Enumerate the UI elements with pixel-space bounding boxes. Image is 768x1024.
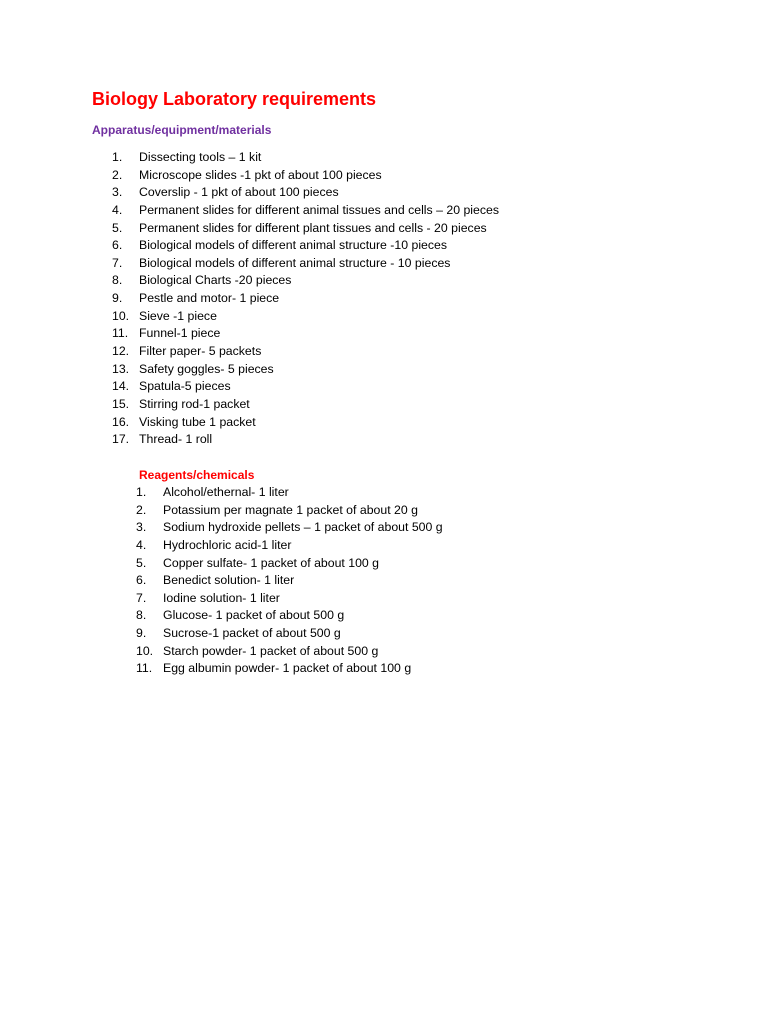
- reagent-item-text: Egg albumin powder- 1 packet of about 100 g: [163, 661, 412, 676]
- apparatus-item-number: 10.: [112, 308, 130, 323]
- apparatus-item-text: Filter paper- 5 packets: [139, 344, 262, 359]
- apparatus-item-text: Biological models of different animal structure -10 pieces: [139, 238, 448, 253]
- document-title: Biology Laboratory requirements: [92, 89, 377, 109]
- reagent-item-text: Potassium per magnate 1 packet of about 20 g: [163, 502, 418, 517]
- reagent-list-item: [136, 590, 443, 608]
- reagent-item-text: Glucose- 1 packet of about 500 g: [163, 608, 345, 623]
- reagent-list-item: [136, 643, 443, 661]
- reagent-item-text: Sucrose-1 packet of about 500 g: [163, 626, 341, 641]
- apparatus-list-item: [112, 202, 499, 220]
- apparatus-item-number: 16.: [112, 414, 130, 429]
- apparatus-list-item: [112, 378, 499, 396]
- reagent-item-number: 9.: [136, 626, 147, 641]
- apparatus-item-number: 8.: [112, 273, 123, 288]
- reagent-item-number: 7.: [136, 590, 147, 605]
- apparatus-item-number: 12.: [112, 344, 130, 359]
- apparatus-list-item: [112, 308, 499, 326]
- reagent-item-number: 2.: [136, 502, 147, 517]
- apparatus-list-item: [112, 361, 499, 379]
- reagent-item-text: Benedict solution- 1 liter: [163, 573, 295, 588]
- apparatus-list-item: [112, 414, 499, 432]
- reagent-list-item: [136, 625, 443, 643]
- apparatus-list-item: [112, 255, 499, 273]
- apparatus-item-text: Pestle and motor- 1 piece: [139, 291, 280, 306]
- reagent-item-number: 8.: [136, 608, 147, 623]
- reagents-heading: Reagents/chemicals: [139, 468, 255, 482]
- apparatus-item-number: 13.: [112, 361, 130, 376]
- apparatus-item-text: Coverslip - 1 pkt of about 100 pieces: [139, 185, 339, 200]
- reagent-list-item: [136, 519, 443, 537]
- apparatus-item-text: Funnel-1 piece: [139, 326, 221, 341]
- reagent-item-number: 4.: [136, 537, 147, 552]
- apparatus-item-number: 15.: [112, 396, 130, 411]
- apparatus-item-number: 17.: [112, 432, 130, 447]
- apparatus-list-item: [112, 343, 499, 361]
- apparatus-item-number: 1.: [112, 150, 123, 164]
- apparatus-list-item: [112, 396, 499, 414]
- apparatus-item-text: Permanent slides for different animal tissues and cells – 20 pieces: [139, 202, 499, 217]
- apparatus-item-number: 6.: [112, 238, 123, 253]
- apparatus-list: [112, 149, 499, 449]
- apparatus-item-text: Dissecting tools – 1 kit: [139, 150, 262, 164]
- apparatus-list-item: [112, 220, 499, 238]
- reagent-item-number: 6.: [136, 573, 147, 588]
- apparatus-item-number: 11.: [112, 326, 129, 341]
- reagent-item-text: Alcohol/ethernal- 1 liter: [163, 485, 289, 499]
- apparatus-item-text: Biological models of different animal structure - 10 pieces: [139, 255, 451, 270]
- reagents-list: [136, 484, 443, 678]
- apparatus-item-text: Stirring rod-1 packet: [139, 396, 250, 411]
- apparatus-item-number: 9.: [112, 291, 123, 306]
- reagent-list-item: [136, 607, 443, 625]
- apparatus-item-number: 7.: [112, 255, 123, 270]
- apparatus-item-number: 3.: [112, 185, 123, 200]
- apparatus-list-item: [112, 290, 499, 308]
- apparatus-item-text: Sieve -1 piece: [139, 308, 217, 323]
- reagent-item-text: Hydrochloric acid-1 liter: [163, 537, 292, 552]
- reagent-item-text: Copper sulfate- 1 packet of about 100 g: [163, 555, 380, 570]
- reagent-list-item: [136, 555, 443, 573]
- apparatus-item-text: Safety goggles- 5 pieces: [139, 361, 274, 376]
- reagent-item-number: 10.: [136, 643, 154, 658]
- reagent-item-number: 3.: [136, 520, 147, 535]
- reagent-item-text: Starch powder- 1 packet of about 500 g: [163, 643, 379, 658]
- apparatus-list-item: [112, 149, 499, 167]
- reagent-list-item: [136, 572, 443, 590]
- apparatus-item-number: 14.: [112, 379, 130, 394]
- apparatus-item-text: Biological Charts -20 pieces: [139, 273, 292, 288]
- apparatus-list-item: [112, 431, 499, 449]
- apparatus-heading: Apparatus/equipment/materials: [92, 123, 272, 137]
- apparatus-list-item: [112, 325, 499, 343]
- apparatus-list-item: [112, 237, 499, 255]
- reagent-list-item: [136, 502, 443, 520]
- apparatus-list-item: [112, 167, 499, 185]
- apparatus-list-item: [112, 272, 499, 290]
- apparatus-item-number: 4.: [112, 202, 123, 217]
- apparatus-item-text: Permanent slides for different plant tissues and cells - 20 pieces: [139, 220, 487, 235]
- reagent-item-number: 1.: [136, 485, 147, 499]
- reagent-item-text: Sodium hydroxide pellets – 1 packet of about 500 g: [163, 520, 443, 535]
- apparatus-item-text: Thread- 1 roll: [139, 432, 213, 447]
- apparatus-item-number: 2.: [112, 167, 123, 182]
- reagent-item-text: Iodine solution- 1 liter: [163, 590, 280, 605]
- apparatus-item-text: Visking tube 1 packet: [139, 414, 256, 429]
- reagent-list-item: [136, 660, 443, 678]
- apparatus-item-number: 5.: [112, 220, 123, 235]
- apparatus-item-text: Microscope slides -1 pkt of about 100 pieces: [139, 167, 382, 182]
- apparatus-item-text: Spatula-5 pieces: [139, 379, 231, 394]
- reagent-item-number: 5.: [136, 555, 147, 570]
- apparatus-list-item: [112, 184, 499, 202]
- reagent-item-number: 11.: [136, 661, 153, 676]
- reagent-list-item: [136, 537, 443, 555]
- reagent-list-item: [136, 484, 443, 502]
